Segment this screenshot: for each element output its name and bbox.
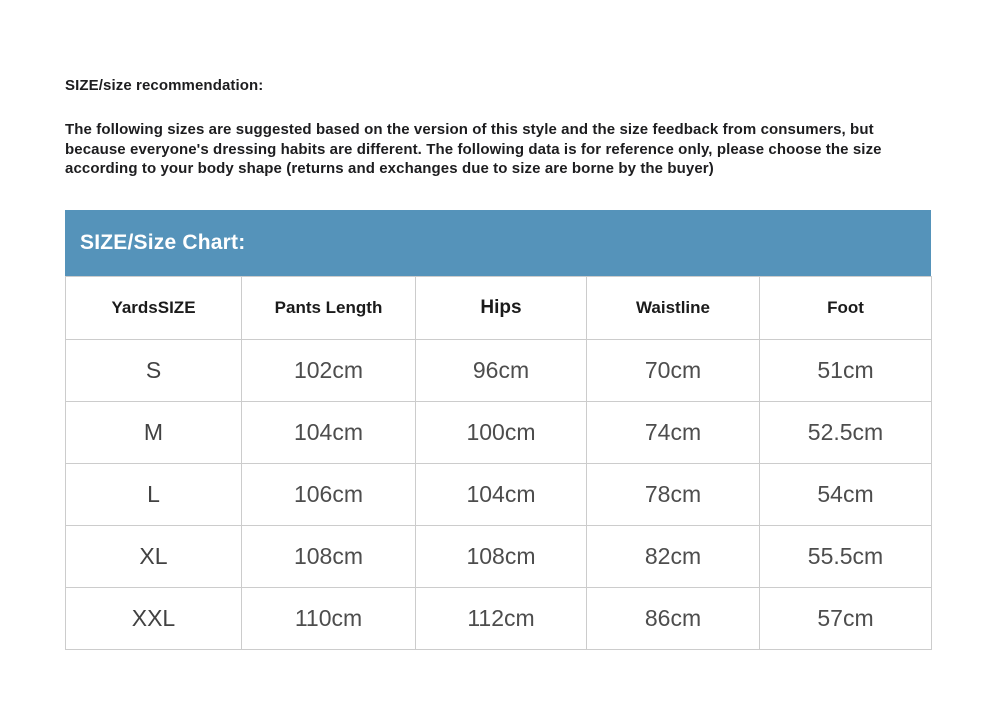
table-row-s [66,339,932,401]
size-cell: XXL [66,587,242,649]
hips-cell: 104cm [416,463,587,525]
foot-cell: 52.5cm [760,401,932,463]
size-cell: M [66,401,242,463]
product-size-section [65,0,933,650]
pants-length-cell: 106cm [242,463,416,525]
waistline-cell: 70cm [587,339,760,401]
hips-cell: 100cm [416,401,587,463]
table-row-m [66,401,932,463]
column-header-hips: Hips [416,276,587,339]
size-chart-title: SIZE/Size Chart: [80,230,246,254]
pants-length-cell: 108cm [242,525,416,587]
waistline-cell: 78cm [587,463,760,525]
size-cell: S [66,339,242,401]
hips-cell: 96cm [416,339,587,401]
column-header-foot: Foot [760,276,932,339]
column-header-yards-size: YardsSIZE [66,276,242,339]
size-chart-table [65,276,932,650]
pants-length-cell: 110cm [242,587,416,649]
hips-cell: 112cm [416,587,587,649]
foot-cell: 54cm [760,463,932,525]
size-recommendation-text: The following sizes are suggested based on the version of this style and the size feedback from consumers, but because everyone's dressing habits are different. The following data is for reference only, please choose the size according to your body shape (returns and exchanges due to size are borne by the buyer) [65,121,882,177]
table-row-l [66,463,932,525]
size-chart-section [65,210,931,650]
size-recommendation-heading: SIZE/size recommendation: [65,77,264,94]
foot-cell: 51cm [760,339,932,401]
table-row-xxl [66,587,932,649]
waistline-cell: 86cm [587,587,760,649]
table-header-row [66,276,932,339]
size-cell: XL [66,525,242,587]
size-cell: L [66,463,242,525]
pants-length-cell: 102cm [242,339,416,401]
table-row-xl [66,525,932,587]
foot-cell: 57cm [760,587,932,649]
column-header-pants-length: Pants Length [242,276,416,339]
hips-cell: 108cm [416,525,587,587]
column-header-waistline: Waistline [587,276,760,339]
waistline-cell: 74cm [587,401,760,463]
foot-cell: 55.5cm [760,525,932,587]
pants-length-cell: 104cm [242,401,416,463]
size-chart-title-bar [65,210,931,276]
waistline-cell: 82cm [587,525,760,587]
